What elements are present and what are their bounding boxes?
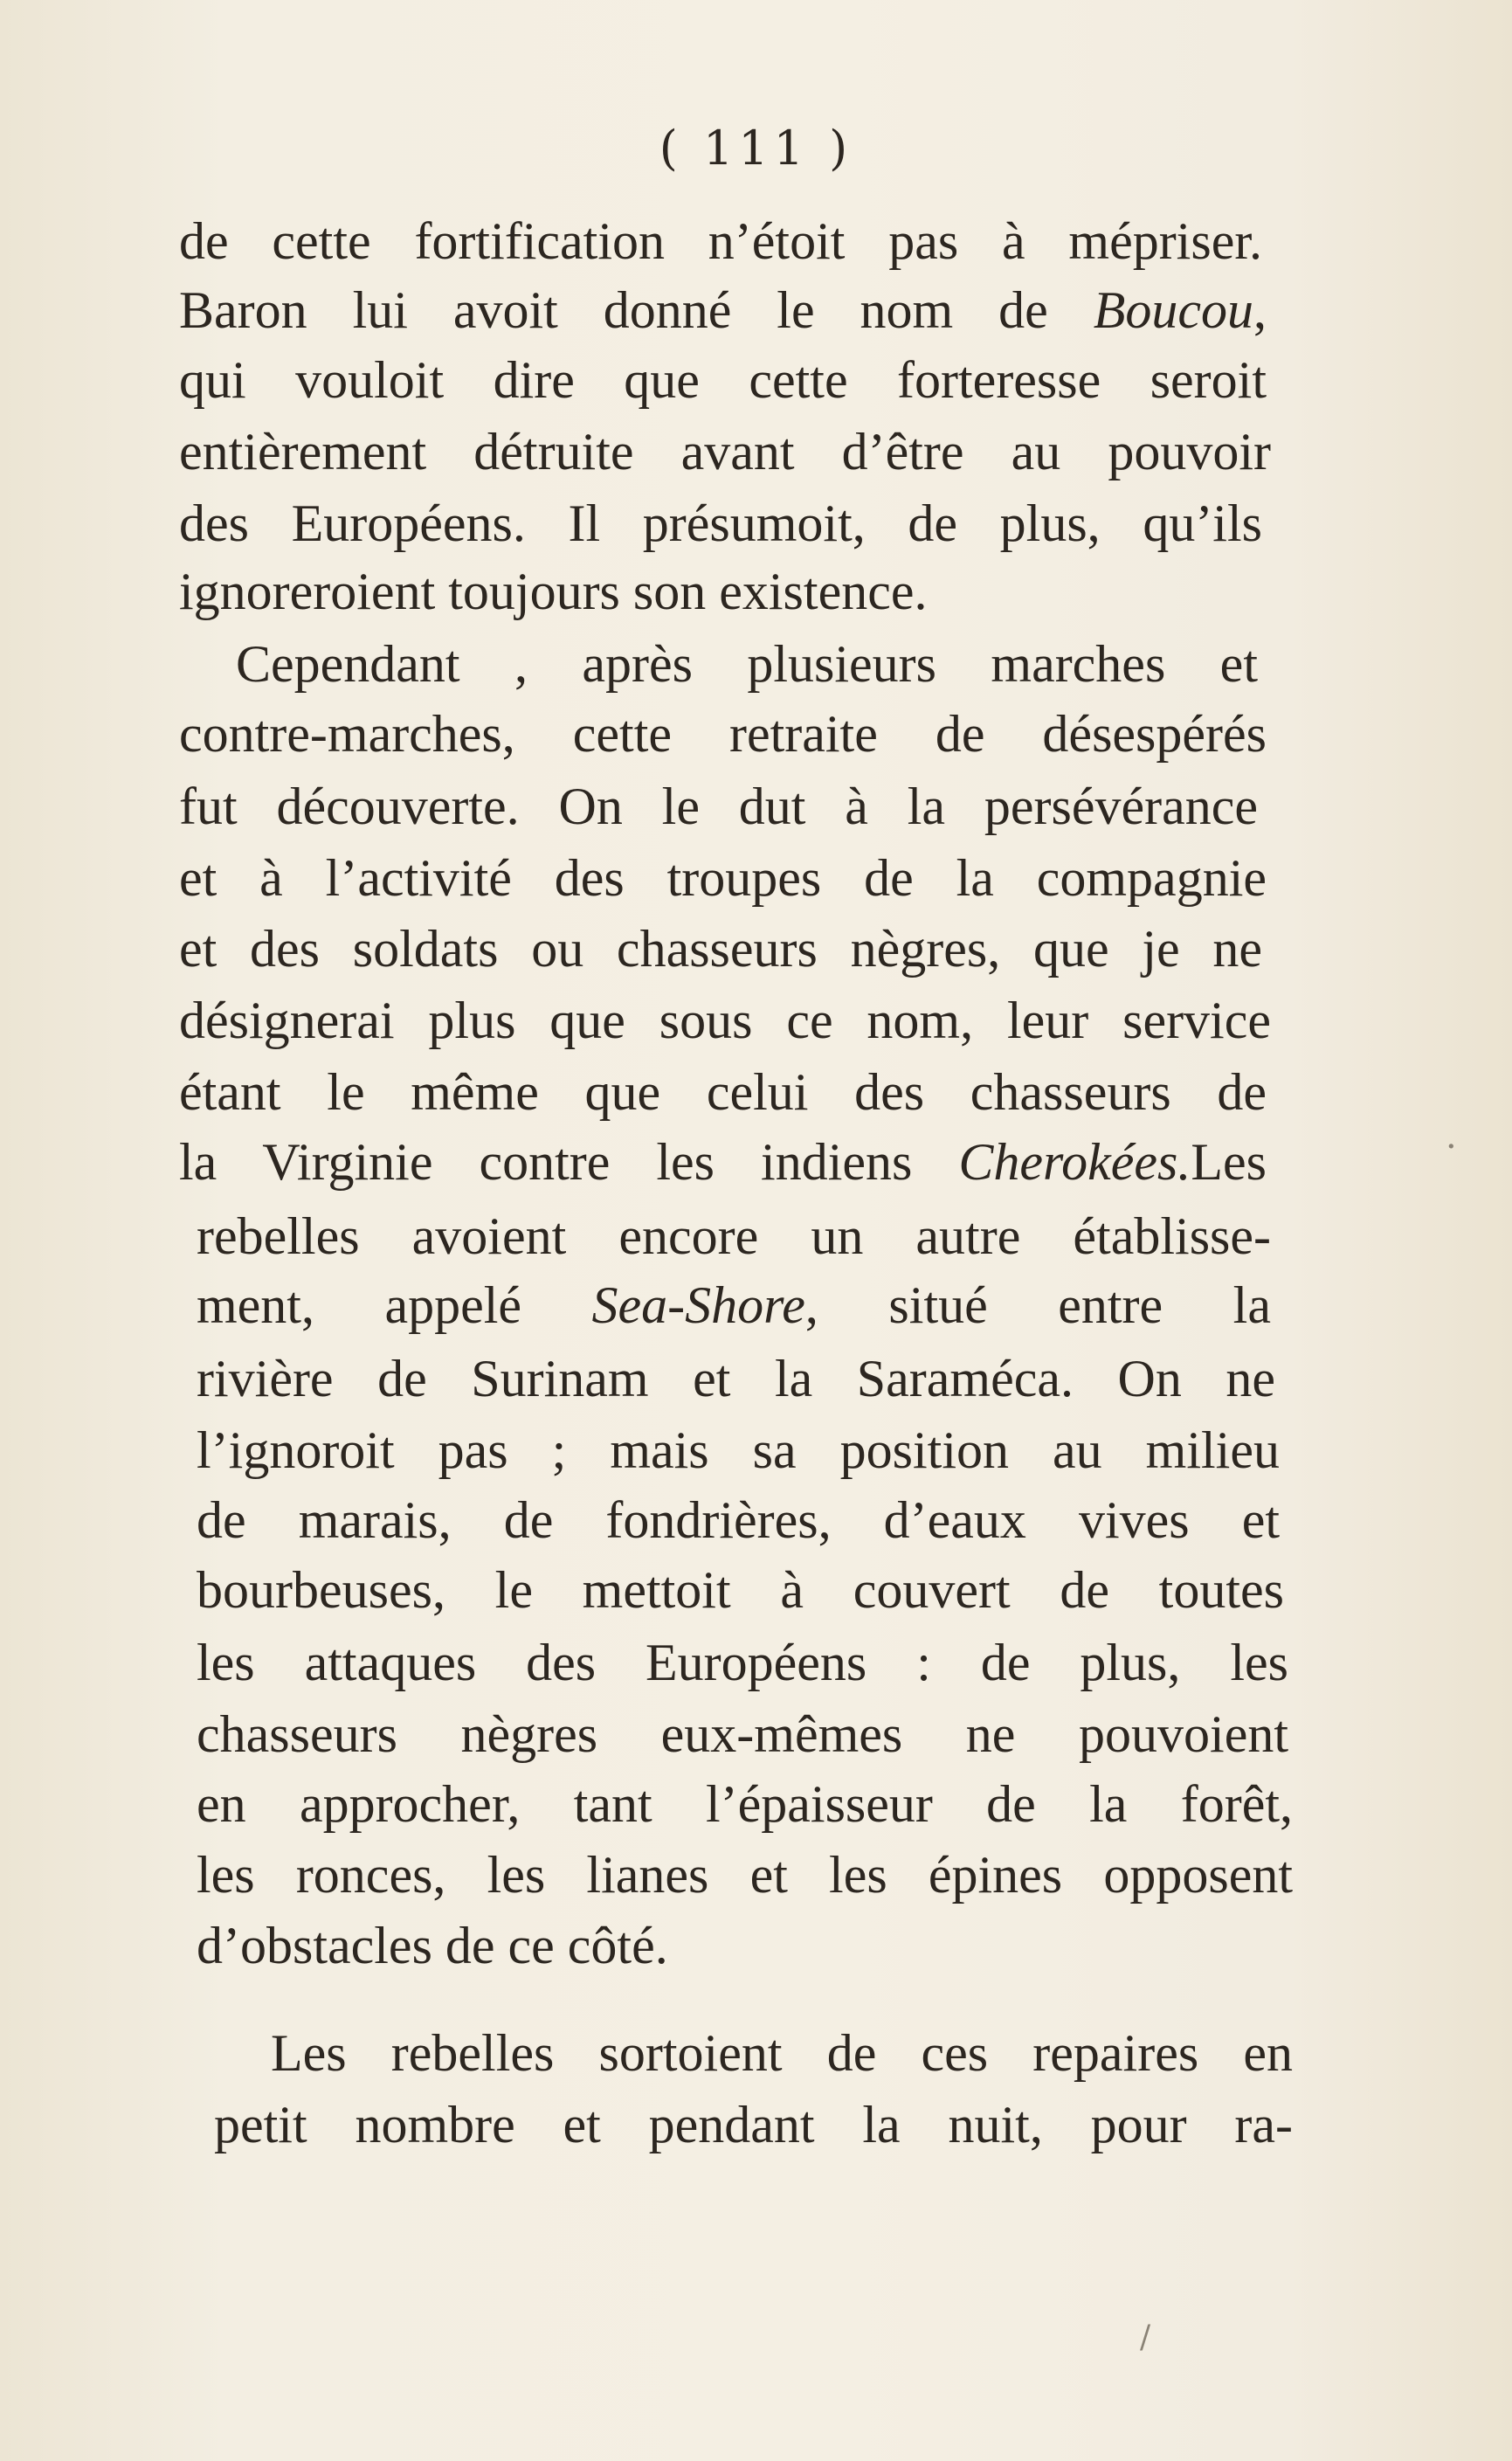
text-line: petit nombre et pendant la nuit, pour ra- (214, 2096, 1293, 2153)
text-segment: ment, appelé (197, 1276, 592, 1334)
text-line: qui vouloit dire que cette forteresse seroit (179, 351, 1267, 409)
text-line: rivière de Surinam et la Saraméca. On ne (197, 1350, 1275, 1407)
text-line: fut découverte. On le dut à la persévérance (179, 778, 1258, 835)
text-line: les attaques des Européens : de plus, les (197, 1634, 1288, 1691)
text-line: désignerai plus que sous ce nom, leur service (179, 992, 1271, 1049)
text-line: de cette fortification n’étoit pas à mépriser. (179, 212, 1262, 270)
margin-dot: · (1446, 1127, 1457, 1167)
text-line: contre-marches, cette retraite de désespérés (179, 705, 1267, 763)
text-line: Cependant , après plusieurs marches et (236, 635, 1258, 693)
text-segment: , situé entre la (804, 1276, 1271, 1334)
text-line: étant le même que celui des chasseurs de (179, 1063, 1267, 1121)
text-segment: la Virginie contre les indiens (179, 1133, 959, 1191)
italic-term: Cherokées. (958, 1133, 1191, 1191)
text-line: et des soldats ou chasseurs nègres, que je ne (179, 920, 1262, 978)
text-line: des Européens. Il présumoit, de plus, qu’ils (179, 494, 1262, 552)
text-segment: Baron lui avoit donné le nom de (179, 281, 1094, 339)
italic-term: Boucou (1093, 281, 1253, 339)
text-segment: , (1253, 281, 1267, 339)
text-line: rebelles avoient encore un autre établisse- (197, 1207, 1271, 1265)
text-line: chasseurs nègres eux-mêmes ne pouvoient (197, 1705, 1288, 1763)
text-line: en approcher, tant l’épaisseur de la forêt, (197, 1775, 1293, 1833)
text-line: les ronces, les lianes et les épines opposent (197, 1846, 1293, 1904)
text-line: Les rebelles sortoient de ces repaires en (271, 2024, 1293, 2082)
text-line: entièrement détruite avant d’être au pouvoir (179, 423, 1271, 480)
text-line (179, 1127, 1267, 1197)
text-line: l’ignoroit pas ; mais sa position au milieu (197, 1421, 1280, 1479)
page-number: ( 111 ) (659, 121, 853, 176)
text-line: de marais, de fondrières, d’eaux vives et (197, 1491, 1280, 1549)
margin-stroke: / (1140, 2319, 1151, 2355)
text-line: d’obstacles de ce côté. (197, 1917, 668, 1974)
text-line (197, 1270, 1271, 1340)
text-line: bourbeuses, le mettoit à couvert de toutes (197, 1561, 1284, 1619)
text-line (179, 275, 1267, 345)
text-line: et à l’activité des troupes de la compagnie (179, 849, 1267, 907)
italic-term: Sea-Shore (591, 1276, 805, 1334)
text-segment: Les (1191, 1133, 1267, 1191)
text-line: ignoreroient toujours son existence. (179, 563, 928, 620)
